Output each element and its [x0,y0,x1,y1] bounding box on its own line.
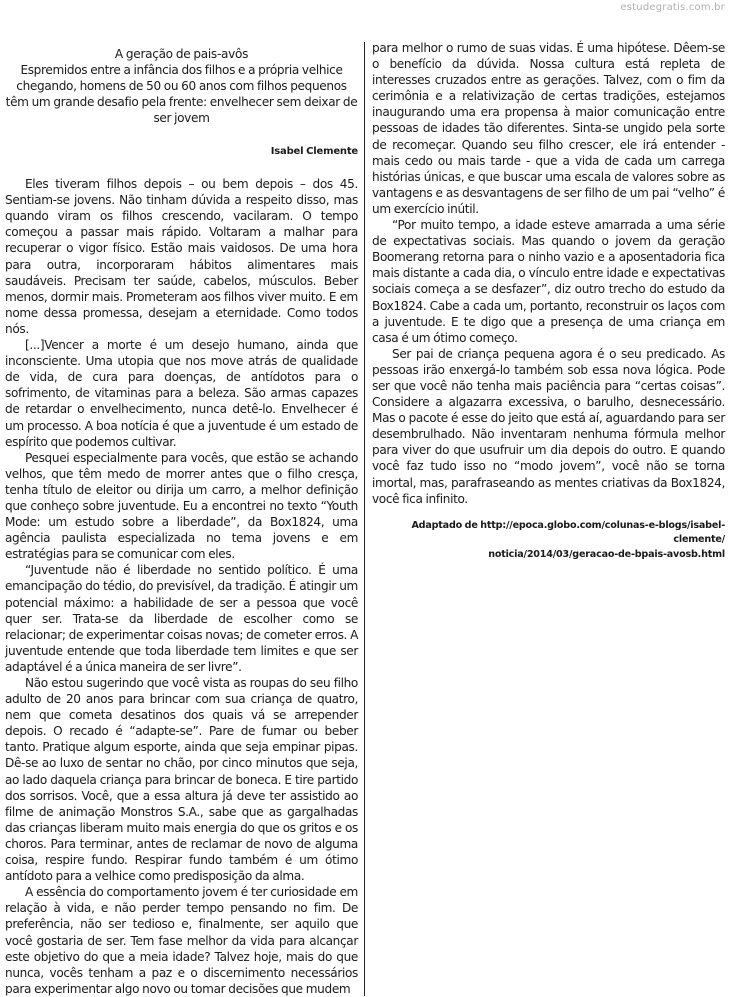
paragraph: “Juventude não é liberdade no sentido político. É uma emancipação do tédio, do previsível, da tradição. É atingir um potencial máximo: a habilidade de ser a pessoa que você quer ser. Trata-se da liberdade de escolher como se relacionar; de experimentar coisas novas; de cometer erros. A juventude entende que toda liberdade tem limites e que ser adaptável é a única maneira de ser livre”. [5,563,358,674]
paragraph: Ser pai de criança pequena agora é o seu predicado. As pessoas irão enxergá-lo também sob essa nova lógica. Pode ser que você não tenha mais paciência para “certas coisas”. Considere a algazarra excessiva, o barulho, desnecessário. Mas o pacote é esse do jeito que está aí, aguardando para ser desembrulhado. Não inventaram nenhuma fórmula melhor para viver do que usufruir um dia depois do outro. E quando você faz tudo isso no “modo jovem”, você não se torna imortal, mas, parafraseando as mentes criativas da Box1824, você fica infinito. [372,346,725,506]
paragraph: [...]Vencer a morte é um desejo humano, ainda que inconsciente. Uma utopia que nos move atrás de qualidade de vida, de cura para doenças, de antídotos para o sofrimento, de vitaminas para a beleza. São armas capazes de retardar o envelhecimento, nunca detê-lo. Envelhecer é um processo. A boa notícia é que a juventude é um estado de espírito que podemos cultivar. [5,338,358,449]
article-title: A geração de pais-avôs [114,47,249,61]
source-citation [372,519,725,563]
left-column [5,40,358,997]
source-line: noticia/2014/03/geracao-de-bpais-avosb.html [488,548,725,560]
paragraph: Eles tiveram filhos depois – ou bem depois – dos 45. Sentiam-se jovens. Não tinham dúvida a respeito disso, mas quando viram os filhos crescendo, vacilaram. O tempo começou a passar mais rápido. Voltaram a malhar para recuperar o vigor físico. Estão mais vaidosos. De uma hora para outra, incorporaram hábitos alimentares mais saudáveis. Precisam ter saúde, cabelos, músculos. Beber menos, dormir mais. Prometeram aos filhos viver muito. E em nome dessa promessa, desejam a eternidade. Como todos nós. [5,177,358,336]
paragraph: Pesquei especialmente para vocês, que estão se achando velhos, que têm medo de morrer antes que o filho cresça, tenha título de eleitor ou dirija um carro, a melhor definição que conheço sobre juventude. Eu a encontrei no texto “Youth Mode: um estudo sobre a liberdade”, da Box1824, uma agência paulista especializada no tema jovens e em estratégias para se comunicar com eles. [5,450,358,562]
paragraph: A essência do comportamento jovem é ter curiosidade em relação à vida, e não perder tempo pensando no fim. De preferência, não ser tedioso e, finalmente, ser aquilo que você gostaria de ser. Tem fase melhor da vida para alcançar este objetivo do que a meia idade? Talvez hoje, mais do que nunca, vocês tenham a paz e o discernimento necessários para experimentar algo novo ou tomar decisões que mudem [5,885,358,996]
watermark: estudegratis.com.br [620,2,725,13]
right-column [372,40,725,562]
source-line: Adaptado de http://epoca.globo.com/colunas-e-blogs/isabel-clemente/ [411,519,725,546]
column-divider [364,42,365,996]
article-subtitle: Espremidos entre a infância dos filhos e a própria velhice chegando, homens de 50 ou 60 anos com filhos pequenos têm um grande desafio pela frente: envelhecer sem deixar de ser jovem [5,63,358,125]
paragraph: Não estou sugerindo que você vista as roupas do seu filho adulto de 20 anos para brincar com sua criança de quatro, nem que cometa desatinos dos quais vá se arrepender depois. O recado é “adapte-se”. Pare de fumar ou beber tanto. Pratique algum esporte, ainda que seja empinar pipas. Dê-se ao luxo de sentar no chão, por cinco minutos que seja, ao lado daquela criança para brincar de boneca. E tire partido dos sorrisos. Você, que a essa altura já deve ter assistido ao filme de animação Monstros S.A., sabe que as gargalhadas das crianças liberam muito mais energia do que os gritos e os choros. Para terminar, antes de reclamar de novo de alguma coisa, respire fundo. Respirar fundo também é um ótimo antídoto para a velhice como predisposição da alma. [5,676,358,884]
article-author: Isabel Clemente [270,146,358,157]
paragraph: “Por muito tempo, a idade esteve amarrada a uma série de expectativas sociais. Mas quando o jovem da geração Boomerang retorna para o ninho vazio e a aposentadoria fica mais distante a cada dia, o vínculo entre idade e expectativas sociais começa a se desfazer”, diz outro trecho do estudo da Box1824. Cabe a cada um, portanto, reconstruir os laços com a juventude. E te digo que a presença de uma criança em casa é um ótimo começo. [372,218,725,345]
paragraph: para melhor o rumo de suas vidas. É uma hipótese. Dêem-se o benefício da dúvida. Nossa cultura está repleta de interesses cruzados entre as gerações. Talvez, com o fim da cerimônia e a relativização de certas tradições, estejamos inaugurando uma era propensa à maior comunicação entre pessoas de idades tão diferentes. Sinta-se ungido pela sorte de recomeçar. Quando seu filho crescer, ele irá entender - mais cedo ou mais tarde - que a vida de cada um carrega histórias únicas, e que buscar uma escala de valores sobre as vantagens e as desvantagens de ser filho de um pai “velho” é um exercício inútil. [372,41,725,216]
